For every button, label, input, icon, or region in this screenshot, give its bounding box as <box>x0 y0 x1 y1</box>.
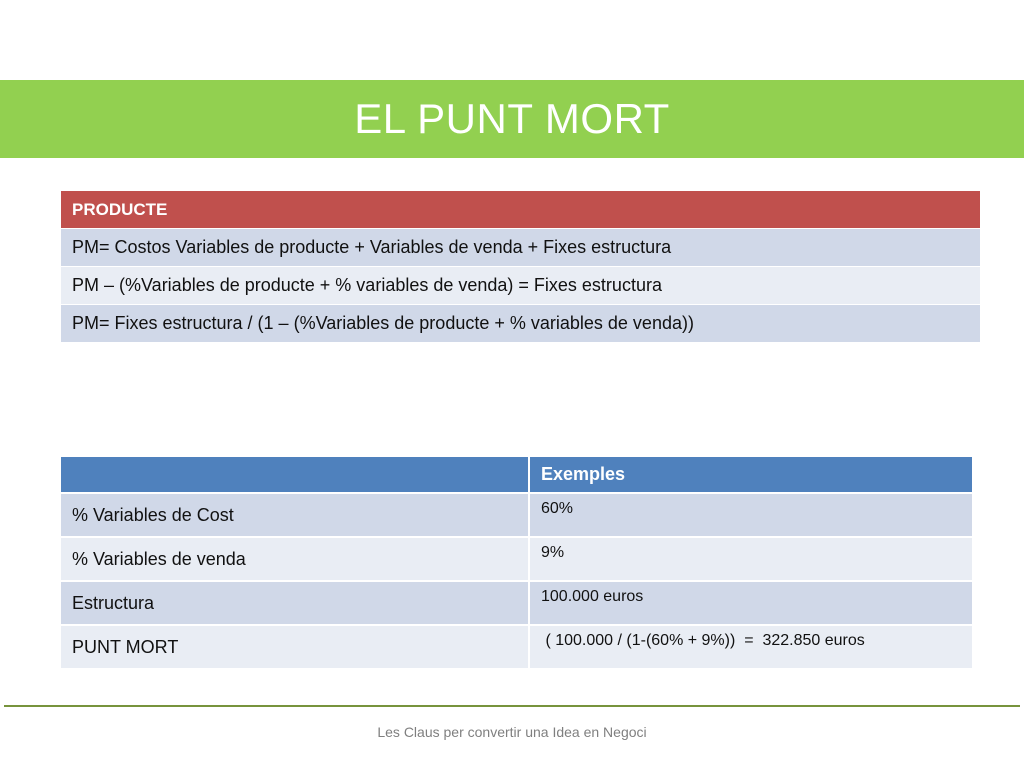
row-label: Estructura <box>61 581 529 625</box>
title-band <box>0 80 1024 158</box>
row-value: 60% <box>529 493 972 537</box>
row-label: PUNT MORT <box>61 625 529 668</box>
exemples-table <box>61 457 972 668</box>
producte-header: PRODUCTE <box>61 191 980 229</box>
table-header-row <box>61 191 980 229</box>
table-row <box>61 229 980 267</box>
slide-title: EL PUNT MORT <box>354 95 670 142</box>
table-row <box>61 267 980 305</box>
formula-cell: PM – (%Variables de producte + % variables de venda) = Fixes estructura <box>61 267 980 305</box>
row-value: 100.000 euros <box>529 581 972 625</box>
producte-table <box>61 191 980 342</box>
table-row <box>61 493 972 537</box>
table-row <box>61 581 972 625</box>
row-value: 9% <box>529 537 972 581</box>
table-row <box>61 625 972 668</box>
formula-cell: PM= Fixes estructura / (1 – (%Variables de producte + % variables de venda)) <box>61 305 980 343</box>
table-row <box>61 305 980 343</box>
row-label: % Variables de Cost <box>61 493 529 537</box>
table-header-row <box>61 457 972 493</box>
row-value: ( 100.000 / (1-(60% + 9%)) = 322.850 euros <box>529 625 972 668</box>
formula-cell: PM= Costos Variables de producte + Variables de venda + Fixes estructura <box>61 229 980 267</box>
row-label: % Variables de venda <box>61 537 529 581</box>
footer-divider <box>4 705 1020 707</box>
table-row <box>61 537 972 581</box>
blank-header <box>61 457 529 493</box>
exemples-header: Exemples <box>529 457 972 493</box>
footer-text: Les Claus per convertir una Idea en Negoci <box>377 724 647 740</box>
